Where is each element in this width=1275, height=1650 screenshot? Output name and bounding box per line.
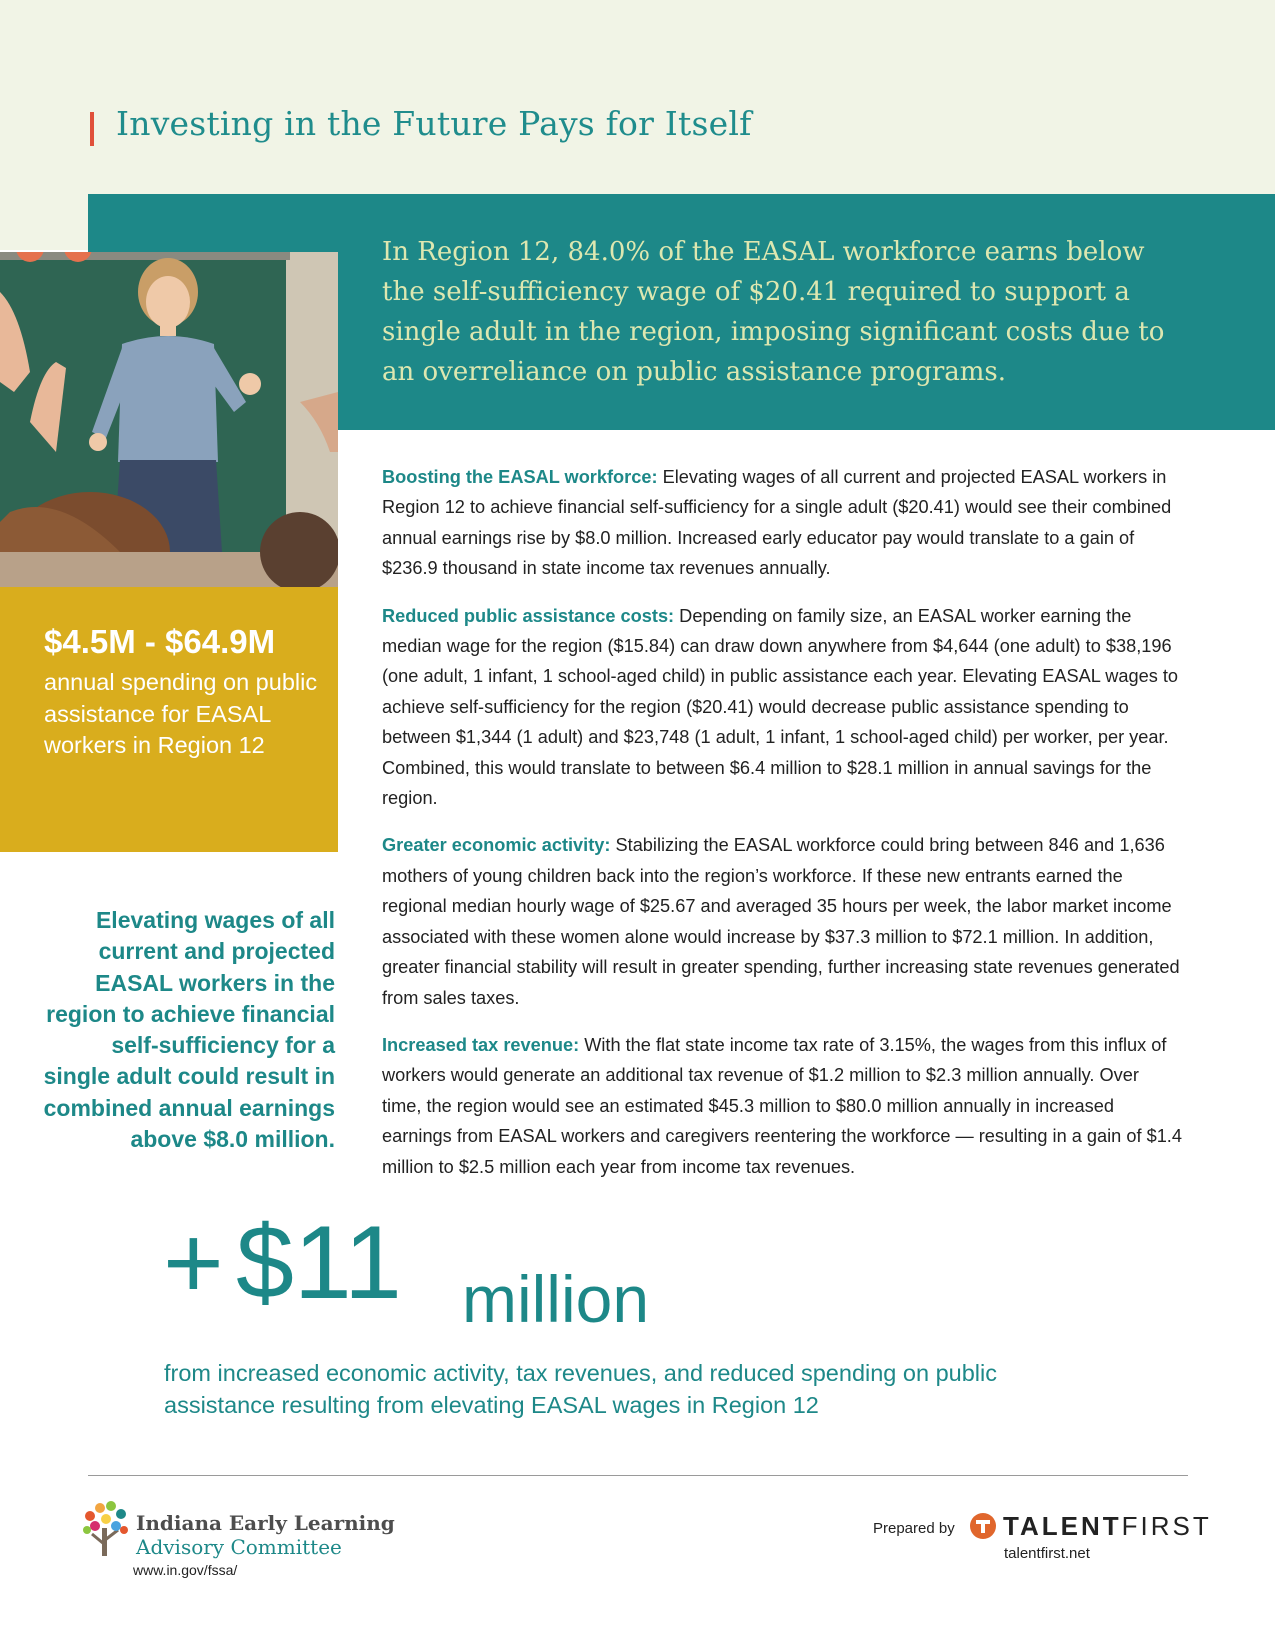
stat-description: annual spending on public assistance for EASAL workers in Region 12 xyxy=(44,669,318,758)
partner-name-b: FIRST xyxy=(1121,1511,1212,1541)
page-title: Investing in the Future Pays for Itself xyxy=(116,104,752,143)
partner-logo-text xyxy=(1003,1511,1212,1542)
paragraph-text: With the flat state income tax rate of 3.15%, the wages from this influx of workers would generate an additional tax revenue of $1.2 million to $2.3 million annually. Over time, the region would see an estimated $45.3 million to $80.0 million annually in increased earnings from EASAL workers and caregivers reentering the workforce — resulting in a gain of $1.4 million to $2.5 million each year from income tax revenues. xyxy=(382,1034,1182,1177)
body-column xyxy=(382,462,1182,1199)
paragraph-text: Elevating wages of all current and projected EASAL workers in Region 12 to achieve financial self-sufficiency for a single adult ($20.41) would see their combined annual earnings rise by $8.0 million. Increased early educator pay would translate to a gain of $236.9 thousand in state income tax revenues annually. xyxy=(382,467,1172,579)
partner-name-a: TALENT xyxy=(1003,1511,1122,1541)
highlight-description: from increased economic activity, tax revenues, and reduced spending on public assistance resulting from elevating EASAL wages in Region 12 xyxy=(164,1360,997,1418)
classroom-photo xyxy=(0,252,338,587)
paragraph-text: Stabilizing the EASAL workforce could bring between 846 and 1,636 mothers of young children back into the region’s workforce. If these new entrants earned the regional median hourly wage of $25.67 and averaged 35 hours per week, the labor market income associated with these women alone would increase by $37.3 million to $72.1 million. In addition, greater financial stability will result in greater spending, further increasing state revenues generated from sales taxes. xyxy=(382,835,1180,1008)
highlight-sign: + xyxy=(163,1205,224,1321)
paragraph-heading: Reduced public assistance costs: xyxy=(382,605,675,626)
org-url-link[interactable]: www.in.gov/fssa/ xyxy=(133,1562,238,1578)
paragraph-economic-activity xyxy=(382,830,1182,1012)
paragraph-heading: Boosting the EASAL workforce: xyxy=(382,467,658,487)
paragraph-tax-revenue xyxy=(382,1030,1182,1182)
org-name-line2: Advisory Committee xyxy=(136,1535,342,1559)
pull-quote: Elevating wages of all current and projected EASAL workers in the region to achieve financial self-sufficiency for a single adult could result in combined annual earnings above $8.0 million. xyxy=(43,907,335,1153)
paragraph-public-assistance xyxy=(382,601,1182,814)
intro-text: In Region 12, 84.0% of the EASAL workforce earns below the self-sufficiency wage of $20.41 required to support a single adult in the region, imposing significant costs due to an overreliance on public assistance programs. xyxy=(382,237,1165,387)
paragraph-heading: Increased tax revenue: xyxy=(382,1034,580,1055)
talentfirst-logo-icon xyxy=(969,1512,997,1540)
tree-logo-icon xyxy=(82,1500,128,1558)
prepared-by-label: Prepared by xyxy=(873,1520,955,1537)
title-accent-bar xyxy=(90,112,94,146)
stat-callout xyxy=(0,587,338,852)
highlight-unit: million xyxy=(462,1262,650,1336)
paragraph-heading: Greater economic activity: xyxy=(382,835,611,856)
highlight-amount: $11 xyxy=(236,1205,402,1321)
paragraph-boosting-workforce xyxy=(382,462,1182,584)
paragraph-text: Depending on family size, an EASAL worker earning the median wage for the region ($15.84) can draw down anywhere from $4,644 (one adult) to $38,196 (one adult, 1 infant, 1 school-aged child) in public assistance each year. Elevating EASAL wages to achieve self-sufficiency for the region ($20.41) would decrease public assistance spending to between $1,344 (1 adult) and $23,748 (1 adult, 1 infant, 1 school-aged child) per worker, per year. Combined, this would translate to between $6.4 million to $28.1 million in annual savings for the region. xyxy=(382,605,1179,809)
stat-value: $4.5M - $64.9M xyxy=(44,623,276,660)
footer-divider xyxy=(88,1475,1188,1476)
org-name-line1: Indiana Early Learning xyxy=(136,1511,395,1535)
partner-url-link[interactable]: talentfirst.net xyxy=(1004,1545,1090,1562)
